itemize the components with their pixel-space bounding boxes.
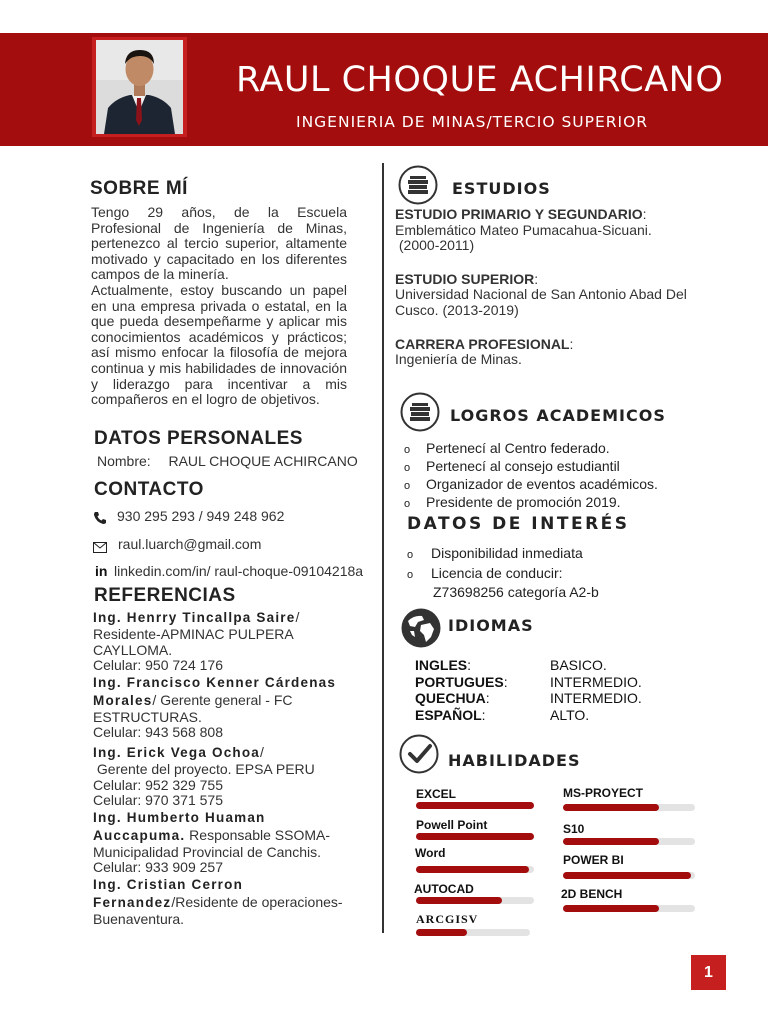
reference-2-line2: ESTRUCTURAS. xyxy=(93,708,202,725)
language-row: QUECHUA: INTERMEDIO. xyxy=(415,690,642,706)
skill-bar-fill xyxy=(563,905,659,912)
interests-list xyxy=(407,544,583,584)
reference-5-title xyxy=(93,876,363,894)
reference-2-role: / Gerente general - FC xyxy=(152,691,293,708)
page-number: 1 xyxy=(691,955,726,990)
skill-bar-track xyxy=(416,897,534,904)
reference-5-name: Ing. Cristian Cerron xyxy=(93,876,244,892)
study-2-label: ESTUDIO SUPERIOR xyxy=(395,270,535,287)
skill-label: ARCGISV xyxy=(416,912,479,926)
reference-4-role-row: Auccapuma. Responsable SSOMA- xyxy=(93,826,331,843)
personal-name-row xyxy=(97,454,358,470)
skill-bar-track xyxy=(563,804,695,811)
skill-label: MS-PROYECT xyxy=(563,786,644,800)
skills-heading: HABILIDADES xyxy=(448,751,581,770)
skill-bar-track xyxy=(416,929,530,936)
reference-5-role-row: Fernandez/Residente de operaciones- xyxy=(93,893,343,910)
candidate-subtitle: INGENIERIA DE MINAS/TERCIO SUPERIOR xyxy=(296,113,649,131)
reference-3-title: Ing. Erick Vega Ochoa/ xyxy=(93,743,264,760)
reference-2-title xyxy=(93,674,363,692)
reference-2-role-row: Morales/ Gerente general - FC xyxy=(93,691,293,708)
skill-bar-fill xyxy=(563,872,691,879)
candidate-name: RAUL CHOQUE ACHIRCANO xyxy=(236,60,724,100)
skill-bar-fill xyxy=(416,929,467,936)
list-item: o Presidente de promoción 2019. xyxy=(404,494,621,510)
linkedin-icon: in xyxy=(95,563,108,579)
skill-bar-track xyxy=(416,833,534,840)
reference-1-phone: Celular: 950 724 176 xyxy=(93,657,223,674)
skill-bar-track xyxy=(416,802,534,809)
license-detail: Z73698256 categoría A2-b xyxy=(433,584,599,600)
globe-icon xyxy=(400,607,440,647)
references-list xyxy=(93,609,363,928)
reference-4-line2: Municipalidad Provincial de Canchis. xyxy=(93,843,322,860)
profile-photo xyxy=(96,40,183,134)
list-item: o Licencia de conducir: xyxy=(407,565,563,581)
languages-heading: IDIOMAS xyxy=(448,616,534,635)
study-1-label: ESTUDIO PRIMARIO Y SEGUNDARIO xyxy=(395,206,643,222)
about-paragraph-2: Actualmente, estoy buscando un papel en una empresa privada o estatal, en la que pueda desempeñarme y aplicar mis conocimientos académicos y prácticos; así mismo enfocar la filosofía de mejora continua y mis habilidades de innovación y liderazgo para incentivar a mis compañeros en el logro de objetivos. xyxy=(91,282,347,408)
reference-2-phone: Celular: 943 568 808 xyxy=(93,724,223,741)
reference-3-line1: Gerente del proyecto. EPSA PERU xyxy=(93,760,315,777)
personal-heading: DATOS PERSONALES xyxy=(94,428,303,449)
contact-email[interactable]: raul.luarch@gmail.com xyxy=(118,536,262,552)
column-divider xyxy=(382,163,384,933)
study-2-years: Cusco. (2013-2019) xyxy=(395,301,519,318)
skill-bar-track xyxy=(563,872,695,879)
skill-label: 2D BENCH xyxy=(561,887,623,901)
skill-label: AUTOCAD xyxy=(414,882,474,896)
skill-label: POWER BI xyxy=(563,853,624,867)
list-item: o Organizador de eventos académicos. xyxy=(404,476,658,492)
language-row: PORTUGUES: INTERMEDIO. xyxy=(415,673,642,690)
reference-1-name: Ing. Henrry Tincallpa Saire xyxy=(93,610,296,625)
checkmark-icon xyxy=(399,734,439,774)
mail-icon xyxy=(93,540,107,551)
reference-4-role: Responsable SSOMA- xyxy=(185,826,331,843)
reference-5-role: /Residente de operaciones- xyxy=(171,893,343,910)
contact-phone: 930 295 293 / 949 248 962 xyxy=(117,508,285,524)
personal-name-value: RAUL CHOQUE ACHIRCANO xyxy=(168,453,358,469)
skill-label: Word xyxy=(415,846,446,860)
skill-label: Powell Point xyxy=(416,818,488,832)
reference-4-phone: Celular: 933 909 257 xyxy=(93,859,223,876)
skill-label: EXCEL xyxy=(416,787,457,801)
achievements-heading: LOGROS ACADEMICOS xyxy=(450,406,666,425)
reference-1-line2: CAYLLOMA. xyxy=(93,641,173,658)
skill-bar-fill xyxy=(416,802,534,809)
books-icon xyxy=(398,165,438,205)
contact-heading: CONTACTO xyxy=(94,479,204,500)
list-item: o Disponibilidad inmediata xyxy=(407,545,583,561)
skill-label: S10 xyxy=(563,822,585,836)
skill-bar-fill xyxy=(563,838,659,845)
reference-1-title: Ing. Henrry Tincallpa Saire/ xyxy=(93,609,300,625)
reference-3-phone-2: Celular: 970 371 575 xyxy=(93,792,223,809)
skill-bar-fill xyxy=(416,866,529,873)
language-row: ESPAÑOL: ALTO. xyxy=(415,706,590,723)
study-3-career: Ingeniería de Minas. xyxy=(395,351,522,368)
skill-bar-track xyxy=(563,838,695,845)
reference-3-phone-1: Celular: 952 329 755 xyxy=(93,776,223,793)
reference-5-line2: Buenaventura. xyxy=(93,910,185,927)
language-row: INGLES: BASICO. xyxy=(415,657,607,673)
list-item: o Pertenecí al consejo estudiantil xyxy=(404,458,620,474)
reference-3-name: Ing. Erick Vega Ochoa xyxy=(93,744,261,760)
languages-table xyxy=(415,657,715,723)
interests-heading: DATOS DE INTERÉS xyxy=(407,514,630,534)
about-paragraph-1: Tengo 29 años, de la Escuela Profesional de Ingeniería de Minas, pertenezco al tercio superior, altamente motivado y capacitado en los diferentes campos de la minería. xyxy=(91,204,347,283)
study-1-school: Emblemático Mateo Pumacahua-Sicuani. xyxy=(395,221,652,238)
reference-4-title xyxy=(93,809,363,827)
skill-bar-fill xyxy=(416,833,534,840)
contact-linkedin[interactable]: linkedin.com/in/ raul-choque-09104218a xyxy=(114,563,364,579)
personal-name-label: Nombre: xyxy=(97,453,151,469)
skill-bar-fill xyxy=(563,804,659,811)
study-2-school: Universidad Nacional de San Antonio Abad Del xyxy=(395,286,687,303)
skill-bar-track xyxy=(563,905,695,912)
references-heading: REFERENCIAS xyxy=(94,585,236,606)
list-item: o Pertenecí al Centro federado. xyxy=(404,440,610,456)
skill-bar-track xyxy=(416,866,534,873)
achievements-list xyxy=(404,440,658,512)
reference-1-line1: Residente-APMINAC PULPERA xyxy=(93,626,294,642)
phone-icon xyxy=(93,511,107,525)
reference-4-name: Ing. Humberto Huaman xyxy=(93,809,266,825)
studies-heading: ESTUDIOS xyxy=(452,179,551,198)
studies-content: ESTUDIO PRIMARIO Y SEGUNDARIO: Emblemático Mateo Pumacahua-Sicuani. (2000-2011) ESTUDIO SUPERIOR: Universidad Nacional de San Antonio Abad Del Cusco. (2013-2019) CARRERA PROFESIONAL: Ingeniería de Minas. xyxy=(395,207,735,368)
about-heading: SOBRE MÍ xyxy=(90,178,188,199)
study-1-years: (2000-2011) xyxy=(395,237,475,254)
skill-bar-fill xyxy=(416,897,502,904)
books-icon xyxy=(400,392,440,432)
study-3-label: CARRERA PROFESIONAL xyxy=(395,335,570,352)
reference-2-name: Ing. Francisco Kenner Cárdenas xyxy=(93,674,337,690)
